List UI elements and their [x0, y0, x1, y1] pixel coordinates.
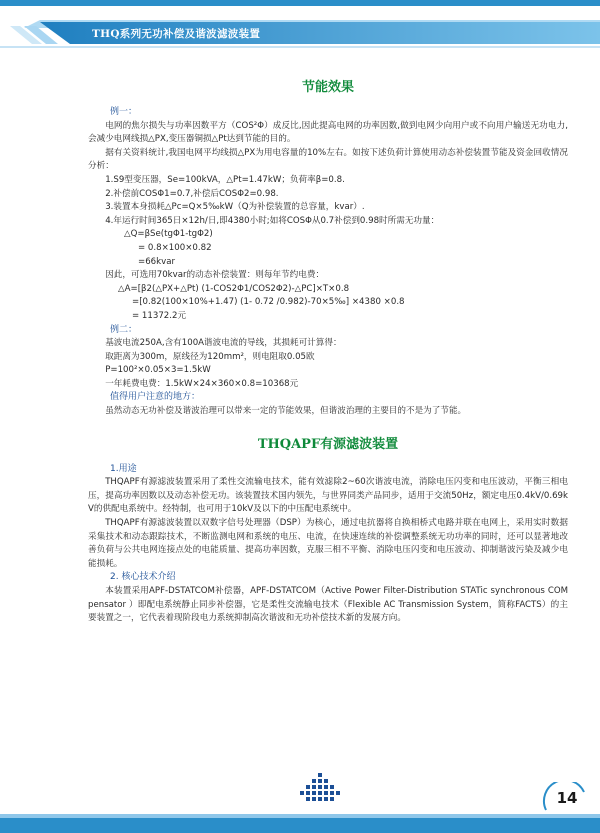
subsection-title: 2. 核心技术介绍 [110, 572, 176, 583]
notice-label: 值得用户注意的地方： [110, 392, 201, 403]
list-item: 3.装置本身损耗△Pc=Q×5‰kW（Q为补偿装置的总容量，kvar）. [105, 202, 365, 213]
paragraph: THQAPF有源滤波装置以双数字信号处理器（DSP）为核心，通过电抗器将自换相桥式电路并联在电网上，采用实时数据采集技术和动态跟踪技术，不断监测电网和系统的电压、电流，在快速连续的补偿调整系统无功功率的同时，还可以显著地改善负荷与公共电网连接点处的电能质量、提高功率因数，克服三相不平衡、消除电压闪变和电压波动、抑制谐波污染及减少电能损耗。 [88, 518, 568, 569]
section-title-apf: THQAPF有源滤波装置 [257, 436, 399, 452]
subsection-title: 1.用途 [110, 463, 137, 474]
paragraph: 因此，可选用70kvar的动态补偿装置：则每年节约电费： [105, 270, 325, 281]
footer-bar [0, 818, 600, 833]
paragraph: THQAPF有源滤波装置采用了柔性交流输电技术，能有效滤除2~60次谐波电流，消除电压闪变和电压波动，平衡三相电压，提高功率因数以及动态补偿无功。该装置技术国内领先，与世界同类产品同步，适用于交流50Hz，额定电压0.4kV/0.69kV的供配电系统中。经特制，也可用于10kV及以下的中压配电系统中。 [88, 477, 568, 515]
dot-pyramid-logo [300, 773, 340, 803]
paragraph: 一年耗费电费：1.5kW×24×360×0.8=10368元 [105, 378, 299, 389]
equation-line: = 11372.2元 [132, 310, 187, 321]
equation-line: =66kvar [138, 256, 175, 267]
equation-line: = 0.8×100×0.82 [138, 242, 212, 253]
list-item: 4.年运行时间365日×12h/日,即4380小时;如将COSΦ从0.7补偿到0.98时所需无功量： [105, 215, 440, 226]
paragraph: 取距离为300m，原线径为120mm²，则电阻取0.05欧 [105, 351, 315, 362]
header-banner [0, 0, 600, 54]
paragraph: 据有关资料统计,我国电网平均线损△PX为用电容量的10%左右。如按下述负荷计算使用动态补偿装置节能及资金回收情况分析： [88, 147, 568, 172]
list-item: 2.补偿前COSΦ1=0.7,补偿后COSΦ2=0.98. [105, 188, 279, 199]
equation-line: △Q=βSe(tgΦ1-tgΦ2) [124, 229, 213, 240]
paragraph: 基波电流250A,含有100A谐波电流的导线，其损耗可计算得： [105, 338, 342, 349]
paragraph: P=100²×0.05×3=1.5kW [105, 365, 211, 376]
paragraph: 虽然动态无功补偿及谐波治理可以带来一定的节能效果，但谐波治理的主要目的不是为了节能。 [105, 406, 467, 417]
equation-line: △A=[β2(△PX+△Pt) (1-COS2Φ1/COS2Φ2)-△PC]×T×0.8 [118, 283, 350, 294]
section-title-energy: 节能效果 [301, 80, 354, 95]
page-content [88, 78, 568, 626]
page-number: 14 [556, 789, 578, 807]
list-item: 1.S9型变压器，Se=100kVA，△Pt=1.47kW；负荷率β=0.8. [105, 174, 345, 185]
example1-label: 例一： [110, 107, 138, 117]
equation-line: =[0.82(100×10%+1.47) (1- 0.72 /0.982)-70×5‰] ×4380 ×0.8 [132, 297, 405, 308]
example2-label: 例二： [110, 324, 138, 335]
paragraph: 电网的焦尔损失与功率因数平方（COS²Φ）成反比,因此提高电网的功率因数,做到电网少向用户或不向用户输送无功电力,会减少电网线损△PX,变压器铜损△Pt达到节能的目的。 [88, 120, 568, 145]
header-title: THQ系列无功补偿及谐波滤波装置 [92, 28, 261, 40]
paragraph: 本装置采用APF-DSTATCOM补偿器，APF-DSTATCOM（Active Power Filter-Distribution STATic synchronous COMpensator ）即配电系统静止同步补偿器，它是柔性交流输电技术（Flexible AC Transmission System，简称FACTS）的主要装置之一，它代表着现阶段电力系统抑制高次谐波和无功补偿技术新的发展方向。 [88, 586, 568, 624]
